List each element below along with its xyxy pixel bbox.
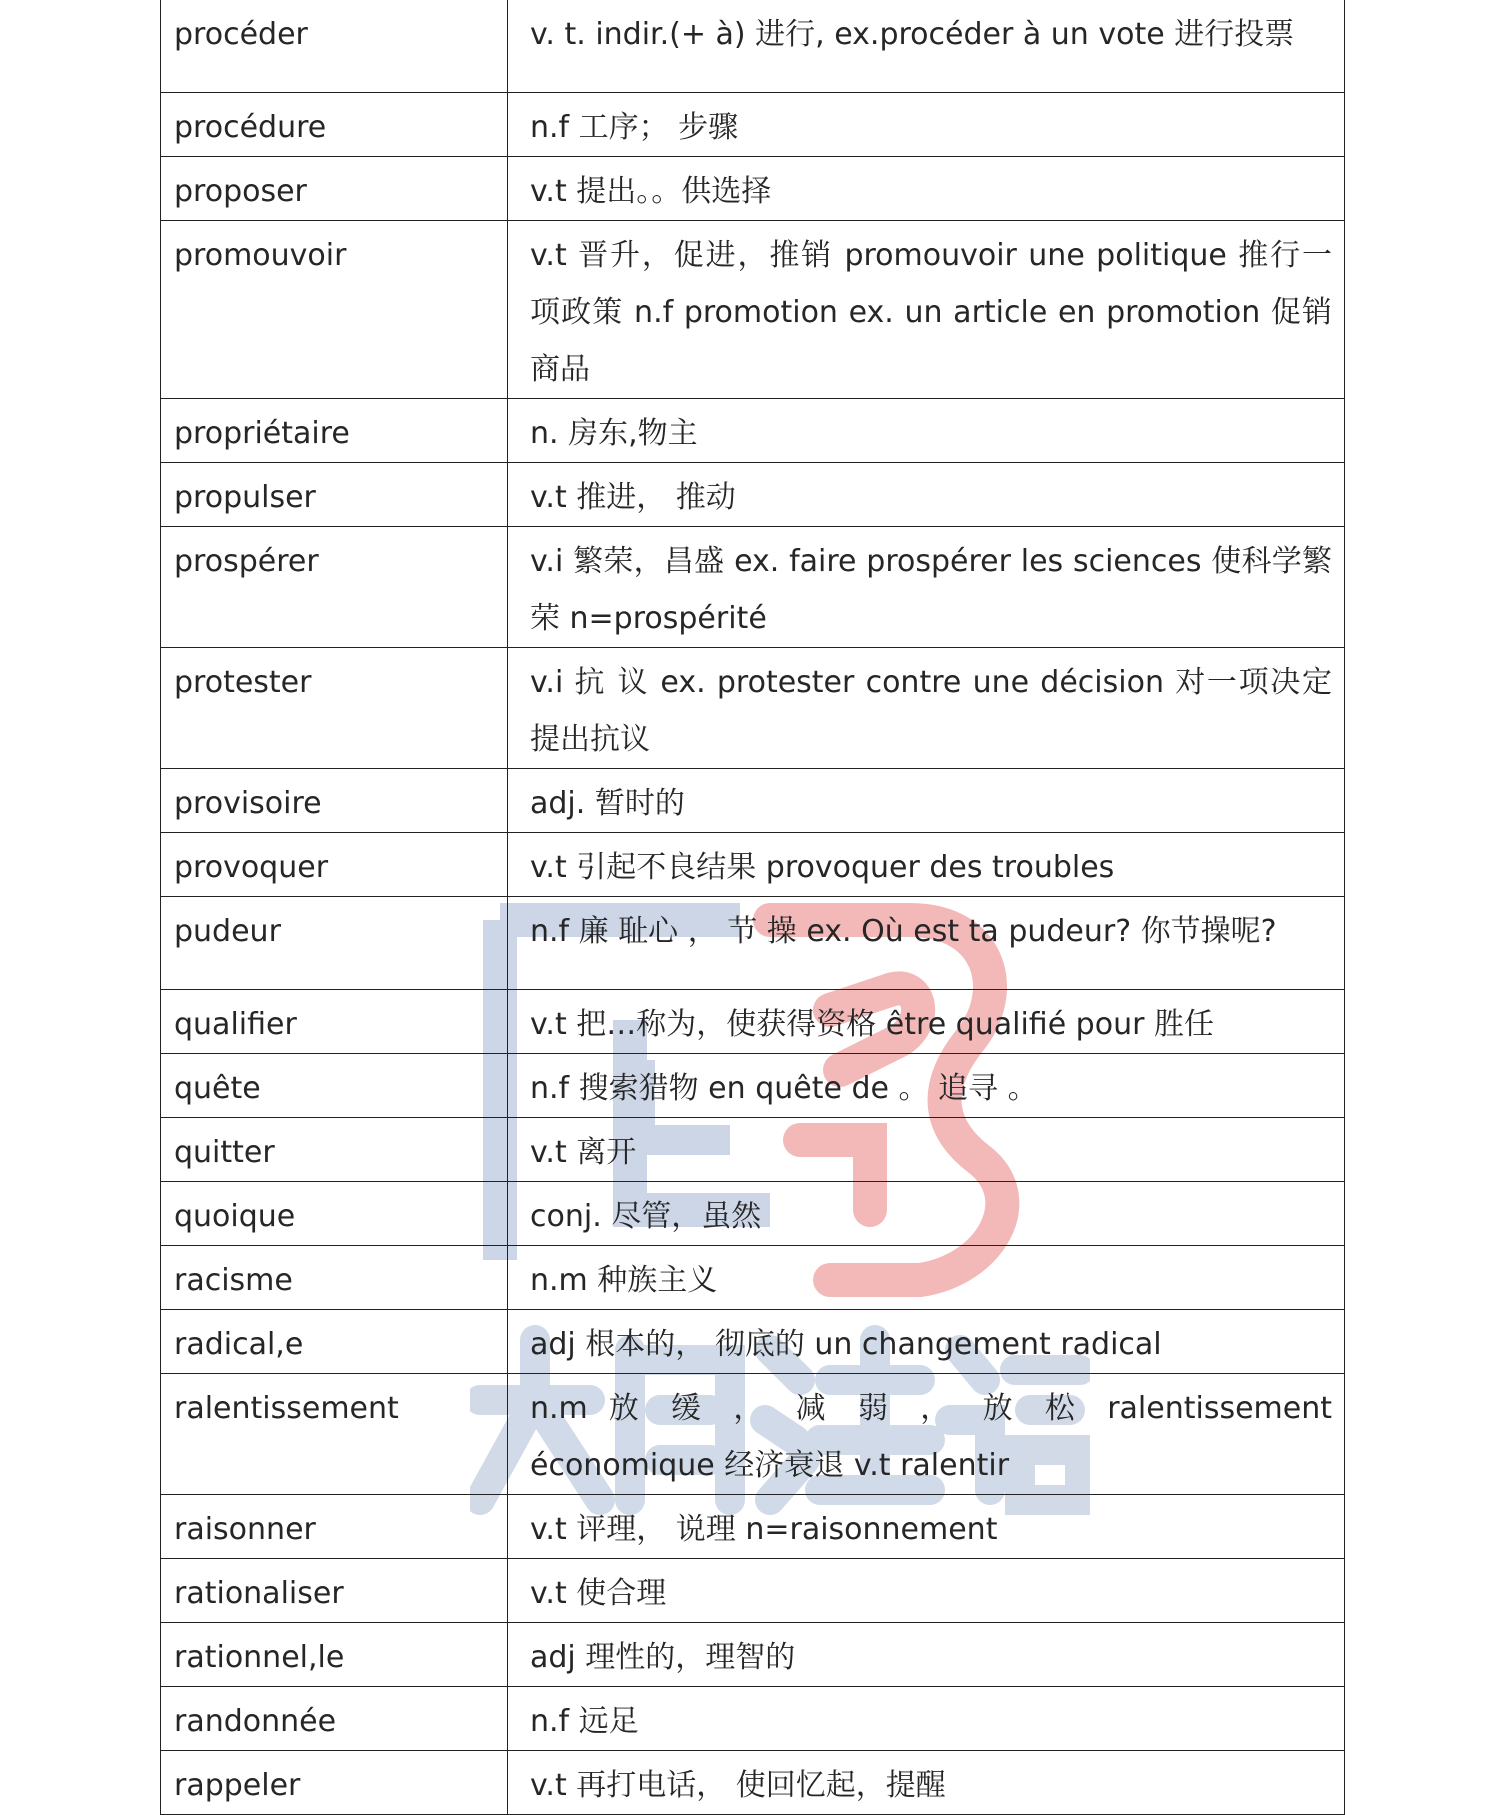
definition-cell: v.t 再打电话， 使回忆起，提醒 bbox=[508, 1751, 1345, 1815]
word-cell: quoique bbox=[161, 1182, 508, 1246]
table-row bbox=[161, 769, 1345, 833]
definition-cell: v. t. indir.(+ à) 进行, ex.procéder à un vote 进行投票 bbox=[508, 0, 1345, 93]
word-cell: randonnée bbox=[161, 1687, 508, 1751]
word-cell: pudeur bbox=[161, 897, 508, 990]
definition-cell: n.f 搜索猎物 en quête de 。 追寻 。 bbox=[508, 1054, 1345, 1118]
definition-cell: v.t 引起不良结果 provoquer des troubles bbox=[508, 833, 1345, 897]
table-row bbox=[161, 1054, 1345, 1118]
definition-cell: adj 根本的， 彻底的 un changement radical bbox=[508, 1310, 1345, 1374]
table-row bbox=[161, 221, 1345, 399]
definition-cell: v.i 抗 议 ex. protester contre une décision 对一项决定提出抗议 bbox=[508, 648, 1345, 769]
definition-cell: adj. 暂时的 bbox=[508, 769, 1345, 833]
word-cell: rappeler bbox=[161, 1751, 508, 1815]
definition-cell: v.t 把…称为，使获得资格 être qualifié pour 胜任 bbox=[508, 990, 1345, 1054]
table-row bbox=[161, 648, 1345, 769]
definition-cell: n.f 远足 bbox=[508, 1687, 1345, 1751]
word-cell: ralentissement bbox=[161, 1374, 508, 1495]
definition-cell: adj 理性的，理智的 bbox=[508, 1623, 1345, 1687]
table-row bbox=[161, 1182, 1345, 1246]
word-cell: quête bbox=[161, 1054, 508, 1118]
word-cell: rationnel,le bbox=[161, 1623, 508, 1687]
definition-cell: n.f 工序； 步骤 bbox=[508, 93, 1345, 157]
word-cell: prospérer bbox=[161, 527, 508, 648]
table-row bbox=[161, 93, 1345, 157]
definition-cell: n. 房东,物主 bbox=[508, 399, 1345, 463]
word-cell: provoquer bbox=[161, 833, 508, 897]
table-row bbox=[161, 1495, 1345, 1559]
table-row bbox=[161, 1687, 1345, 1751]
definition-cell: conj. 尽管，虽然 bbox=[508, 1182, 1345, 1246]
table-row bbox=[161, 833, 1345, 897]
definition-cell: v.t 推进， 推动 bbox=[508, 463, 1345, 527]
definition-cell: v.t 离开 bbox=[508, 1118, 1345, 1182]
word-cell: raisonner bbox=[161, 1495, 508, 1559]
word-cell: procédure bbox=[161, 93, 508, 157]
word-cell: qualifier bbox=[161, 990, 508, 1054]
table-row bbox=[161, 527, 1345, 648]
table-row bbox=[161, 990, 1345, 1054]
definition-cell: v.t 评理， 说理 n=raisonnement bbox=[508, 1495, 1345, 1559]
definition-cell: n.m 放 缓 ， 减 弱 ， 放 松 ralentissement économique 经济衰退 v.t ralentir bbox=[508, 1374, 1345, 1495]
table-row bbox=[161, 897, 1345, 990]
definition-cell: n.m 种族主义 bbox=[508, 1246, 1345, 1310]
table-row bbox=[161, 1374, 1345, 1495]
table-row bbox=[161, 1559, 1345, 1623]
word-cell: radical,e bbox=[161, 1310, 508, 1374]
table-row bbox=[161, 157, 1345, 221]
table-row bbox=[161, 1246, 1345, 1310]
table-row bbox=[161, 1118, 1345, 1182]
table-row bbox=[161, 463, 1345, 527]
word-cell: promouvoir bbox=[161, 221, 508, 399]
table-row bbox=[161, 0, 1345, 93]
word-cell: propriétaire bbox=[161, 399, 508, 463]
word-cell: provisoire bbox=[161, 769, 508, 833]
word-cell: racisme bbox=[161, 1246, 508, 1310]
table-row bbox=[161, 1751, 1345, 1815]
word-cell: quitter bbox=[161, 1118, 508, 1182]
definition-cell: v.t 使合理 bbox=[508, 1559, 1345, 1623]
definition-cell: n.f 廉 耻心 ， 节 操 ex. Où est ta pudeur? 你节操呢? bbox=[508, 897, 1345, 990]
word-cell: protester bbox=[161, 648, 508, 769]
word-cell: rationaliser bbox=[161, 1559, 508, 1623]
definition-cell: v.t 晋升，促进，推销 promouvoir une politique 推行一项政策 n.f promotion ex. un article en promotion 促销商品 bbox=[508, 221, 1345, 399]
vocabulary-table bbox=[160, 0, 1345, 1815]
definition-cell: v.i 繁荣，昌盛 ex. faire prospérer les sciences 使科学繁荣 n=prospérité bbox=[508, 527, 1345, 648]
table-row bbox=[161, 399, 1345, 463]
word-cell: propulser bbox=[161, 463, 508, 527]
word-cell: procéder bbox=[161, 0, 508, 93]
table-row bbox=[161, 1623, 1345, 1687]
word-cell: proposer bbox=[161, 157, 508, 221]
definition-cell: v.t 提出。。供选择 bbox=[508, 157, 1345, 221]
table-row bbox=[161, 1310, 1345, 1374]
